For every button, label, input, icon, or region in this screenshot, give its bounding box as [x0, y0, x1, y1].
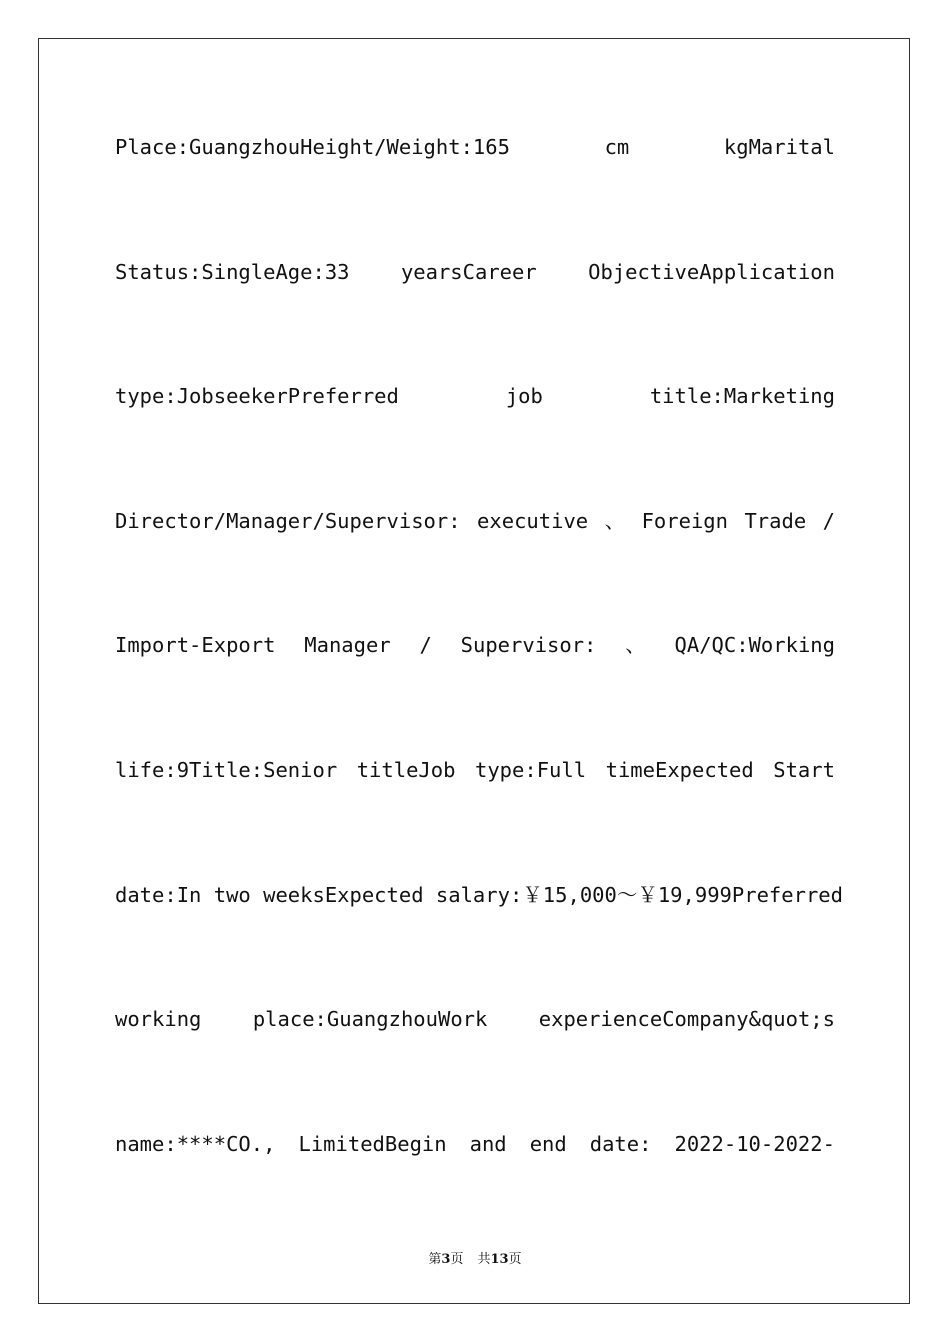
- word: Foreign: [641, 508, 728, 533]
- word: timeExpected: [605, 757, 754, 782]
- word: experienceCompany&quot;s: [538, 1007, 835, 1032]
- word: kgMarital: [723, 135, 835, 159]
- word: and: [469, 1131, 507, 1156]
- word: life:9Title:Senior: [115, 757, 338, 782]
- word: title:Marketing: [649, 384, 835, 409]
- word: Trade: [744, 508, 807, 533]
- text-line-6: [115, 755, 835, 880]
- word: date:In two weeksExpected salary:￥15,000～￥19,999Preferred: [115, 882, 843, 907]
- word: yearsCareer: [400, 259, 537, 284]
- word: ObjectiveApplication: [588, 259, 835, 284]
- current-page-number: 3: [441, 1252, 451, 1267]
- word: 、: [625, 633, 646, 658]
- word: Import-Export: [115, 633, 276, 658]
- word: executive: [477, 508, 589, 533]
- footer-prefix: 第: [428, 1252, 442, 1267]
- word: type:Full: [474, 757, 587, 782]
- footer-page-suffix: 页: [450, 1252, 464, 1267]
- word: Status:SingleAge:33: [115, 259, 350, 284]
- word: working: [115, 1007, 202, 1032]
- footer-total-prefix: 共: [477, 1252, 491, 1267]
- text-line-8: [115, 1004, 835, 1129]
- text-line-5: [115, 630, 835, 755]
- text-line-9: [115, 1129, 835, 1254]
- document-body: [115, 132, 843, 1253]
- word: /: [419, 633, 432, 658]
- total-page-count: 13: [490, 1252, 509, 1267]
- word: type:JobseekerPreferred: [115, 384, 399, 409]
- word: Place:GuangzhouHeight/Weight:165: [115, 135, 510, 159]
- text-line-3: [115, 381, 835, 506]
- word: job: [505, 384, 543, 409]
- word: 、: [604, 508, 626, 533]
- word: place:GuangzhouWork: [252, 1007, 488, 1032]
- word: 2022-10-2022-: [674, 1131, 835, 1156]
- word: titleJob: [356, 757, 456, 782]
- text-line-7: [115, 880, 843, 1005]
- word: date:: [589, 1131, 652, 1156]
- word: /: [822, 508, 835, 533]
- footer-total-suffix: 页: [508, 1252, 522, 1267]
- word: end: [529, 1131, 567, 1156]
- word: LimitedBegin: [298, 1131, 447, 1156]
- text-line-2: [115, 257, 835, 382]
- page-number-footer: [0, 1248, 950, 1267]
- word: Manager: [304, 633, 391, 658]
- word: Director/Manager/Supervisor:: [115, 508, 461, 533]
- word: cm: [604, 135, 630, 159]
- text-line-1: [115, 132, 835, 257]
- word: Start: [773, 757, 835, 782]
- word: QA/QC:Working: [674, 633, 835, 658]
- word: name:****CO.,: [115, 1131, 276, 1156]
- word: Supervisor:: [460, 633, 597, 658]
- text-line-4: [115, 506, 835, 631]
